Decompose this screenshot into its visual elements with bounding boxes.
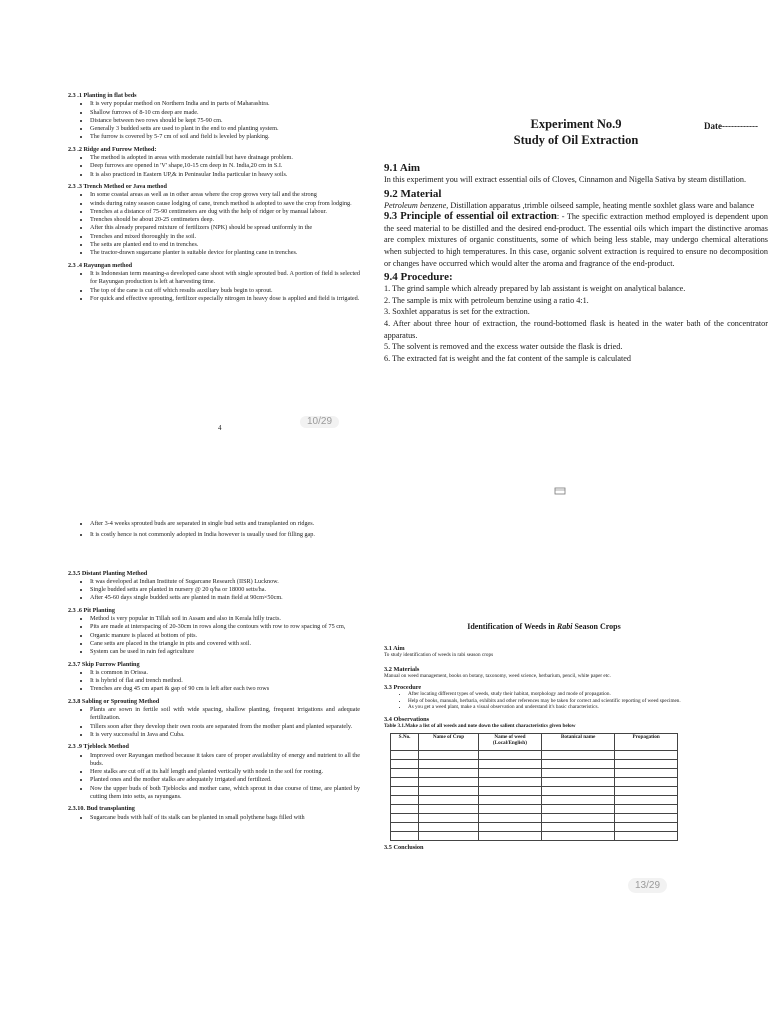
table-cell [391, 759, 419, 768]
list-item: • It is very popular method on Northern India and in parts of Maharashtra. [90, 100, 360, 108]
table-cell [541, 759, 614, 768]
table-row [391, 795, 678, 804]
material-text [384, 200, 768, 212]
table-cell [615, 795, 678, 804]
table-cell [541, 831, 614, 840]
observations-heading: 3.4 Observations [384, 715, 430, 723]
section-heading: 2.3.7 Skip Furrow Planting [68, 660, 140, 668]
table-header-cell: S.No. [391, 733, 419, 750]
table-cell [419, 822, 479, 831]
table-header-cell: Name of Crop [419, 733, 479, 750]
list-item: • System can be used in rain fed agriculture [90, 648, 360, 656]
section-heading: 2.3 .6 Pit Planting [68, 606, 115, 614]
intro-list [68, 520, 360, 540]
conclusion-heading: 3.5 Conclusion [384, 843, 424, 851]
list-item: • Generally 3 budded setts are used to plant in the end to end planting system. [90, 125, 360, 133]
list-item: • After locating different types of weeds, study their habitat, morphology and mode of propagation. [408, 691, 704, 698]
table-cell [478, 750, 541, 759]
table-row [391, 750, 678, 759]
section-heading: 2.3 .9 Tjeblock Method [68, 743, 129, 751]
section-heading: 2.3 .4 Rayungan method [68, 261, 133, 269]
list-item: • Improved over Rayungan method because it takes care of proper availability of energy and nutrient to all the buds. [90, 752, 360, 769]
table-cell [478, 804, 541, 813]
table-cell [391, 804, 419, 813]
table-row [391, 804, 678, 813]
material-heading: 9.2 Material [384, 187, 442, 200]
list-item: • Cane setts are placed in the triangle in pits and covered with soil. [90, 640, 360, 648]
list-item: • The furrow is covered by 5-7 cm of soil and field is leveled by planking. [90, 133, 360, 141]
table-header-cell: Propagation [615, 733, 678, 750]
list-item: • Trenches should be about 20-25 centimeters deep. [90, 216, 360, 224]
list-item: • Plants are sown in fertile soil with wide spacing, shallow planting, frequent irrigations and adequate fertilization. [90, 706, 360, 723]
list-item: • For quick and effective sprouting, fertilizer especially nitrogen in heavy dose is applied and field is irrigated. [90, 295, 360, 303]
table-cell [541, 750, 614, 759]
table-row [391, 786, 678, 795]
page-bottom-right [384, 620, 704, 920]
procedure-steps [384, 283, 768, 364]
list-item: • As you get a weed plant, make a visual observation and understand it's basic characteristics. [408, 704, 704, 711]
procedure-step: 6. The extracted fat is weight and the fat content of the sample is calculated [384, 353, 631, 363]
table-cell [419, 804, 479, 813]
principle-paragraph [384, 211, 768, 269]
list-item: • It is very successful in Java and Cuba. [90, 731, 360, 739]
procedure-step: 4. After about three hour of extraction, the round-bottomed flask is heated in the water bath of the concentrator apparatus. [384, 318, 768, 340]
list-item: • It was developed at Indian Institute of Sugarcane Research (IISR) Lucknow. [90, 578, 360, 586]
bullet-list [68, 100, 360, 141]
list-item: • winds during rainy season cause lodging of cane, trench method is adopted to save the crop from lodging. [90, 200, 360, 208]
list-item: • Tillers soon after they develop their own roots are separated from the mother plant and planted separately. [90, 723, 360, 731]
planting-methods-continued [68, 520, 360, 822]
table-cell [419, 786, 479, 795]
table-cell [478, 768, 541, 777]
table-cell [419, 777, 479, 786]
table-cell [419, 750, 479, 759]
table-cell [478, 777, 541, 786]
page-top-left [68, 88, 360, 444]
table-cell [391, 786, 419, 795]
list-item: • It is hybrid of flat and trench method. [90, 677, 360, 685]
list-item: • Single budded setts are planted in nursery @ 20 q/ha or 18000 setts/ha. [90, 586, 360, 594]
list-item: • It is Indonesian term meaning-a developed cane shoot with single sprouted bud. A portion of field is selected for Rayungan production is left at harvesting time. [90, 270, 360, 287]
table-cell [419, 813, 479, 822]
table-cell [391, 813, 419, 822]
table-cell [478, 813, 541, 822]
principle-heading: 9.3 Principle of essential oil extraction [384, 211, 557, 223]
table-cell [419, 795, 479, 804]
bullet-list [68, 814, 360, 822]
table-header-cell: Botanical name [541, 733, 614, 750]
bullet-list [68, 752, 360, 802]
table-row [391, 831, 678, 840]
procedure-list [384, 691, 704, 711]
table-cell [391, 750, 419, 759]
material-italic: Petroleum benzene, [384, 200, 449, 210]
bullet-list [68, 270, 360, 303]
table-cell [478, 831, 541, 840]
list-item: • It is common in Orissa. [90, 669, 360, 677]
page-bottom-left [68, 512, 360, 942]
list-item: • The method is adopted in areas with moderate rainfall but have drainage problem. [90, 154, 360, 162]
page-top-right [384, 108, 768, 498]
table-header-row [391, 733, 678, 750]
procedure-step: 5. The solvent is removed and the excess water outside the flask is dried. [384, 342, 623, 352]
table-cell [419, 831, 479, 840]
table-cell [478, 822, 541, 831]
section-heading: 2.3.5 Distant Planting Method [68, 569, 148, 577]
list-item: • In some coastal areas as well as in other areas where the crop grows very tall and the strong [90, 191, 360, 199]
table-cell [391, 795, 419, 804]
list-item: • Trenches at a distance of 75-90 centimeters are dug with the help of ridger or by manual labour. [90, 208, 360, 216]
table-cell [541, 804, 614, 813]
table-row [391, 759, 678, 768]
list-item: • Planted ones and the mother stalks are adequately irrigated and fertilized. [90, 776, 360, 784]
list-item: • The top of the cane is cut off which results auxiliary buds begin to sprout. [90, 287, 360, 295]
table-cell [391, 831, 419, 840]
table-cell [541, 822, 614, 831]
experiment-subtitle: Study of Oil Extraction [513, 133, 639, 147]
section-heading: 2.3 .1 Planting in flat beds [68, 92, 137, 99]
list-item: • Trenches and mixed thoroughly in the soil. [90, 233, 360, 241]
list-item: • Help of books, manuals, herbaria, exhibits and other references may be taken for correct and scientific reporting of weed specimen. [408, 698, 704, 705]
list-item: • The setts are planted end to end in trenches. [90, 241, 360, 249]
weeds-table [390, 733, 678, 841]
table-cell [391, 768, 419, 777]
table-cell [541, 768, 614, 777]
section-heading: 2.3.8 Sabling or Sprouting Method [68, 697, 160, 705]
table-row [391, 777, 678, 786]
table-cell [541, 786, 614, 795]
bullet-list [68, 669, 360, 694]
table-cell [615, 768, 678, 777]
table-cell [615, 750, 678, 759]
aim-heading: 9.1 Aim [384, 162, 421, 174]
list-item: • It is also practiced in Eastern UP,& in Peninsular India particular in heavy soils. [90, 171, 360, 179]
list-item: • After this already prepared mixture of fertilizers (NPK) should be spread uniformly in the [90, 224, 360, 232]
list-item: • Deep furrows are opened in 'V' shape,10-15 cm deep in N. India,20 cm in S.I. [90, 162, 360, 170]
procedure-step: 1. The grind sample which already prepared by lab assistant is weight on analytical balance. [384, 284, 686, 294]
table-cell [419, 768, 479, 777]
list-item: • Distance between two rows should be kept 75-90 cm. [90, 117, 360, 125]
section-heading: 2.3 .3 Trench Method or Java method [68, 182, 167, 190]
list-item: • Now the upper buds of both Tjeblocks and mother cane, which sprout in due course of time, are planted by cutting them into setts, as rayungans. [90, 785, 360, 802]
page-icon [554, 486, 566, 496]
table-row [391, 813, 678, 822]
list-item: • After 3-4 weeks sprouted buds are separated in single bud setts and transplanted on ridges. [90, 520, 360, 528]
bullet-list [68, 191, 360, 257]
weeds-title: Identification of Weeds in Rabi Season Crops [467, 622, 621, 631]
table-cell [615, 804, 678, 813]
list-item: • Pits are made at interspacing of 20-30cm in rows along the contours with row to row spacing of 75 cm, [90, 623, 360, 631]
list-item: • Sugarcane buds with half of its stalk can be planted in small polythene bags filled with [90, 814, 360, 822]
table-header-cell: Name of weed (Local/English) [478, 733, 541, 750]
table-cell [615, 786, 678, 795]
materials-text: Manual on weed management, books on botany, taxonomy, weed science, herbarium, pencil, white paper etc. [384, 672, 611, 679]
table-row [391, 768, 678, 777]
list-item: • Shallow furrows of 8-10 cm deep are made. [90, 109, 360, 117]
table-cell [541, 777, 614, 786]
procedure-step: 2. The sample is mix with petroleum benzine using a ratio 4:1. [384, 295, 589, 305]
bullet-list [68, 154, 360, 179]
procedure-heading: 9.4 Procedure: [384, 271, 453, 284]
section-heading: 2.3 .2 Ridge and Furrow Method: [68, 145, 157, 153]
list-item: • Method is very popular in Tillah soil in Assam and also in Kerala hilly tracts. [90, 615, 360, 623]
procedure-step: 3. Soxhlet apparatus is set for the extraction. [384, 307, 530, 317]
aim-text: To study identification of weeds in rabi season crops [384, 652, 494, 658]
table-caption: Table 3.1.Make a list of all weeds and note down the salient characteristics given below [384, 722, 576, 729]
table-cell [478, 759, 541, 768]
material-rest: Distillation apparatus ,trimble oilseed sample, heating mentle soxhlet glass ware and balance [448, 200, 755, 210]
table-cell [478, 795, 541, 804]
table-cell [391, 822, 419, 831]
aim-text: In this experiment you will extract essential oils of Cloves, Cinnamon and Nigella Sativa by steam distillation. [384, 175, 747, 184]
section-heading: 2.3.10. Bud transplanting [68, 805, 135, 813]
procedure-heading: 3.3 Procedure [384, 684, 422, 692]
bullet-list [68, 706, 360, 739]
principle-text: : - The specific extraction method employed is dependent upon the seed material to be distilled and the desired end-product. The essential oils which impart the distinctive aromas are complex mixtures of organic constituents, some of which being less stable, may undergo chemical alterations when subjected to high temperatures. In this case, organic solvent extraction is required to ensure no decomposition or changes have occurred which would alter the aroma and fragrance of the end-product. [384, 212, 768, 268]
table-cell [615, 777, 678, 786]
table-cell [478, 786, 541, 795]
table-cell [615, 813, 678, 822]
table-cell [615, 831, 678, 840]
list-item: • It is costly hence is not commonly adopted in India however is usually used for filling gap. [90, 531, 360, 539]
list-item: • The tractor-drawn sugarcane planter is suitable device for planting cane in trenches. [90, 249, 360, 257]
table-cell [615, 759, 678, 768]
list-item: • Organic manure is placed at bottom of pits. [90, 632, 360, 640]
date-field: Date------------ [704, 121, 758, 131]
page-indicator-badge: 10/29 [300, 416, 339, 428]
bullet-list [68, 578, 360, 603]
list-item: • Trenches are dug 45 cm apart & gap of 90 cm is left after each two rows [90, 685, 360, 693]
list-item: • After 45-60 days single budded setts are planted in main field at 90cm×50cm. [90, 594, 360, 602]
aim-heading: 3.1 Aim [384, 645, 405, 652]
table-row [391, 822, 678, 831]
materials-heading: 3.2 Materials [384, 665, 420, 673]
table-cell [391, 777, 419, 786]
experiment-title: Experiment No.9 [530, 117, 622, 131]
page-number: 4 [218, 424, 222, 432]
page-indicator-badge: 13/29 [628, 878, 667, 893]
planting-methods-text [68, 92, 360, 303]
table-cell [541, 813, 614, 822]
table-cell [419, 759, 479, 768]
list-item: • Here stalks are cut off at its half length and planted vertically with node in the soil for rooting. [90, 768, 360, 776]
table-cell [541, 795, 614, 804]
bullet-list [68, 615, 360, 656]
table-cell [615, 822, 678, 831]
